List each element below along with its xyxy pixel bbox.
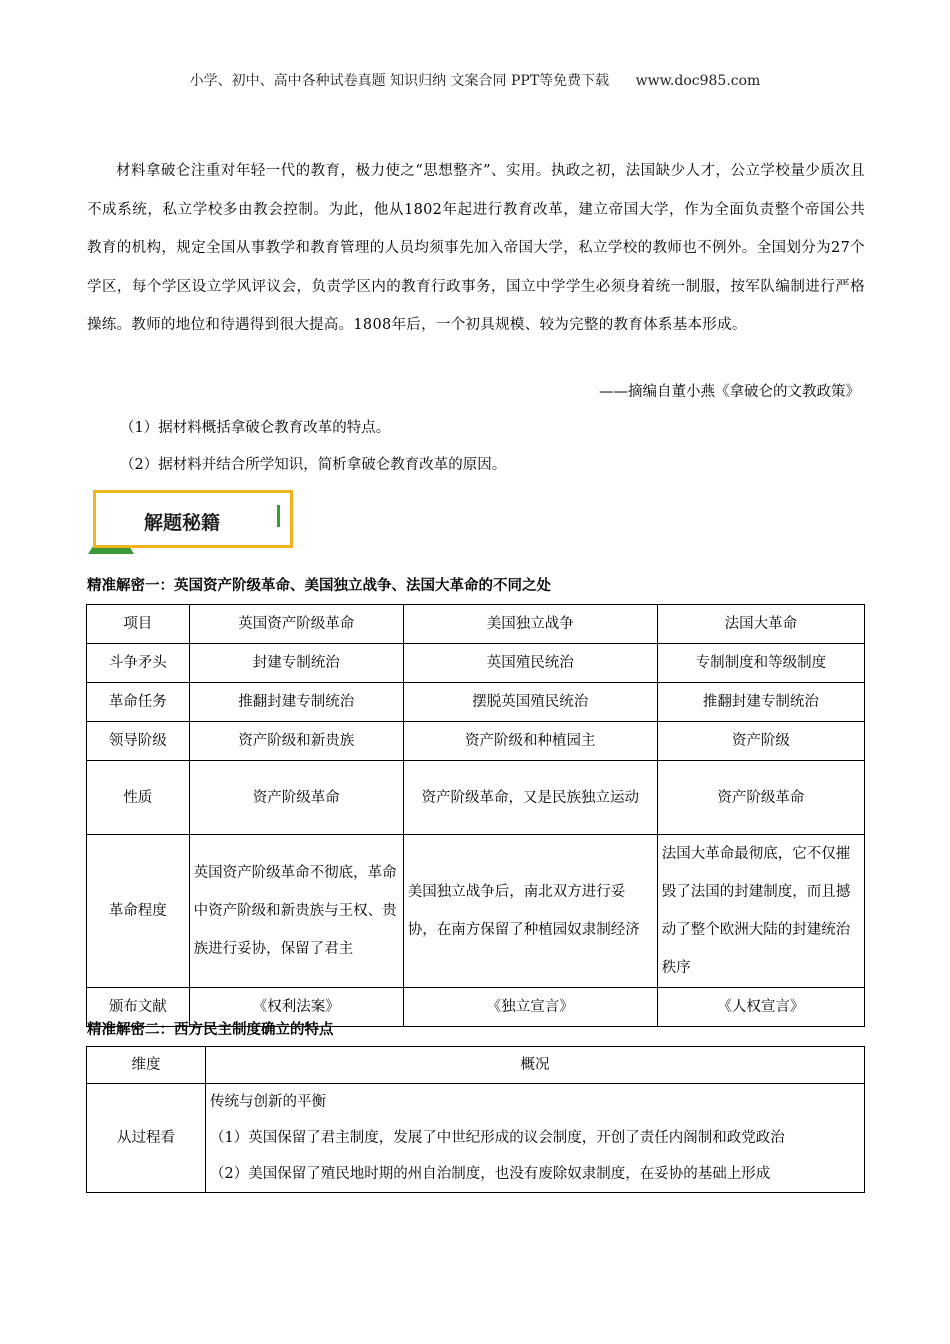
table-row bbox=[87, 1084, 865, 1193]
table-cell: 《独立宣言》 bbox=[403, 988, 657, 1027]
table-cell bbox=[206, 1084, 865, 1193]
header-cell: 法国大革命 bbox=[657, 605, 864, 644]
table-cell: 资产阶级革命，又是民族独立运动 bbox=[403, 761, 657, 835]
header-cell: 概况 bbox=[206, 1047, 865, 1084]
cell-line: 传统与创新的平衡 bbox=[210, 1094, 326, 1110]
header-cell: 美国独立战争 bbox=[403, 605, 657, 644]
row-label: 从过程看 bbox=[87, 1084, 206, 1193]
section-2-title: 精准解密二：西方民主制度确立的特点 bbox=[87, 1021, 334, 1038]
question-1: （1）据材料概括拿破仑教育改革的特点。 bbox=[120, 420, 391, 436]
cell-line: （1）英国保留了君主制度，发展了中世纪形成的议会制度，开创了责任内阁制和政党政治 bbox=[210, 1130, 785, 1146]
table-header-row bbox=[87, 1047, 865, 1084]
table-row bbox=[87, 835, 865, 988]
material-source: ——摘编自董小燕《拿破仑的文教政策》 bbox=[599, 384, 860, 400]
table-cell: 推翻封建专制统治 bbox=[657, 683, 864, 722]
table-cell: 资产阶级革命 bbox=[657, 761, 864, 835]
table-cell: 《人权宣言》 bbox=[657, 988, 864, 1027]
solution-tips-banner bbox=[93, 490, 293, 548]
page-header bbox=[0, 70, 950, 90]
table-cell: 美国独立战争后，南北双方进行妥协，在南方保留了种植园奴隶制经济 bbox=[403, 835, 657, 988]
table-cell: 资产阶级和种植园主 bbox=[403, 722, 657, 761]
table-cell: 英国资产阶级革命不彻底，革命中资产阶级和新贵族与王权、贵族进行妥协，保留了君主 bbox=[189, 835, 403, 988]
header-text: 小学、初中、高中各种试卷真题 知识归纳 文案合同 PPT等免费下载 bbox=[189, 73, 610, 89]
row-label: 革命程度 bbox=[87, 835, 190, 988]
table-cell: 英国殖民统治 bbox=[403, 644, 657, 683]
row-label: 斗争矛头 bbox=[87, 644, 190, 683]
democracy-features-table bbox=[86, 1046, 865, 1193]
banner-title: 解题秘籍 bbox=[144, 512, 221, 534]
table-cell: 专制制度和等级制度 bbox=[657, 644, 864, 683]
table-cell: 《权利法案》 bbox=[189, 988, 403, 1027]
header-cell: 维度 bbox=[87, 1047, 206, 1084]
section-1-title: 精准解密一：英国资产阶级革命、美国独立战争、法国大革命的不同之处 bbox=[87, 577, 551, 594]
table-header-row bbox=[87, 605, 865, 644]
table-row bbox=[87, 683, 865, 722]
row-label: 颁布文献 bbox=[87, 988, 190, 1027]
header-cell: 项目 bbox=[87, 605, 190, 644]
table-cell: 推翻封建专制统治 bbox=[189, 683, 403, 722]
header-cell: 英国资产阶级革命 bbox=[189, 605, 403, 644]
table-row bbox=[87, 722, 865, 761]
header-site-link[interactable]: www.doc985.com bbox=[635, 73, 761, 89]
material-paragraph: 材料拿破仑注重对年轻一代的教育，极力使之“思想整齐”、实用。执政之初，法国缺少人才，公立学校量少质次且不成系统，私立学校多由教会控制。为此，他从1802年起进行教育改革，建立帝国大学，作为全面负责整个帝国公共教育的机构，规定全国从事教学和教育管理的人员均须事先加入帝国大学，私立学校的教师也不例外。全国划分为27个学区，每个学区设立学风评议会，负责学区内的教育行政事务，国立中学学生必须身着统一制服，按军队编制进行严格操练。教师的地位和待遇得到很大提高。1808年后，一个初具规模、较为完整的教育体系基本形成。 bbox=[87, 163, 865, 334]
table-cell: 资产阶级和新贵族 bbox=[189, 722, 403, 761]
row-label: 领导阶级 bbox=[87, 722, 190, 761]
table-row bbox=[87, 761, 865, 835]
banner-accent-bar bbox=[277, 505, 280, 527]
table-cell: 摆脱英国殖民统治 bbox=[403, 683, 657, 722]
table-cell: 资产阶级 bbox=[657, 722, 864, 761]
table-cell: 法国大革命最彻底，它不仅摧毁了法国的封建制度，而且撼动了整个欧洲大陆的封建统治秩序 bbox=[657, 835, 864, 988]
cell-line: （2）美国保留了殖民地时期的州自治制度，也没有废除奴隶制度，在妥协的基础上形成 bbox=[210, 1166, 771, 1182]
row-label: 性质 bbox=[87, 761, 190, 835]
table-cell: 资产阶级革命 bbox=[189, 761, 403, 835]
table-row bbox=[87, 644, 865, 683]
revolution-comparison-table bbox=[86, 604, 865, 1027]
table-cell: 封建专制统治 bbox=[189, 644, 403, 683]
row-label: 革命任务 bbox=[87, 683, 190, 722]
question-2: （2）据材料并结合所学知识，简析拿破仑教育改革的原因。 bbox=[120, 457, 507, 473]
